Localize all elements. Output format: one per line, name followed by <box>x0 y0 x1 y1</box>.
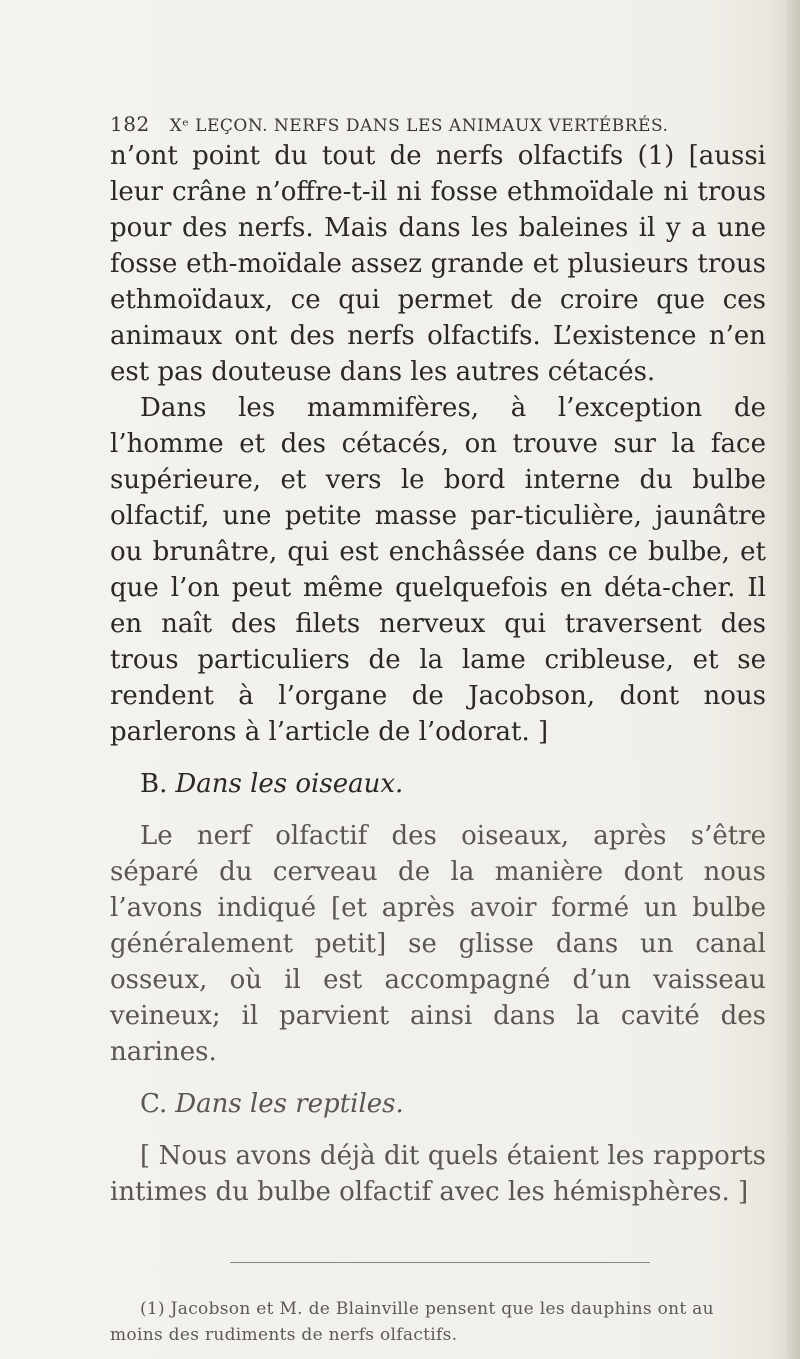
running-header <box>110 112 690 136</box>
footnote-text: (1) Jacobson et M. de Blainville pensent que les dauphins ont au moins des rudiments de nerfs olfactifs. <box>110 1299 714 1345</box>
page-edge-shadow <box>786 0 800 1359</box>
section-letter-b: B. <box>140 769 168 799</box>
paragraph-cetaceans: n’ont point du tout de nerfs olfactifs (1) [aussi leur crâne n’offre-t-il ni fosse ethmoïdale ni trous pour des nerfs. Mais dans les baleines il y a une fosse eth-moïdale assez grande et plusieurs trous ethmoïdaux, ce qui permet de croire que ces animaux ont des nerfs olfactifs. L’existence n’en est pas douteuse dans les autres cétacés. <box>110 141 766 387</box>
section-title-reptiles: Dans les reptiles. <box>175 1089 404 1119</box>
page-number: 182 <box>110 112 150 136</box>
main-text <box>110 138 766 1210</box>
paragraph-birds: Le nerf olfactif des oiseaux, après s’être séparé du cerveau de la manière dont nous l’avons indiqué [et après avoir formé un bulbe généralement petit] se glisse dans un canal osseux, où il est accompagné d’un vaisseau veineux; il parvient ainsi dans la cavité des narines. <box>110 821 766 1067</box>
section-heading-birds <box>110 766 766 802</box>
paragraph-mammals: Dans les mammifères, à l’exception de l’homme et des cétacés, on trouve sur la face supérieure, et vers le bord interne du bulbe olfactif, une petite masse par-ticulière, jaunâtre ou brunâtre, qui est enchâssée dans ce bulbe, et que l’on peut même quelquefois en déta-cher. Il en naît des filets nerveux qui traversent des trous particuliers de la lame cribleuse, et se rendent à l’organe de Jacobson, dont nous parlerons à l’article de l’odorat. ] <box>110 393 766 747</box>
paragraph-reptiles: [ Nous avons déjà dit quels étaient les rapports intimes du bulbe olfactif avec les hémisphères. ] <box>110 1141 766 1207</box>
running-title: Xᵉ LEÇON. NERFS DANS LES ANIMAUX VERTÉBRÉS. <box>169 116 669 136</box>
section-title-birds: Dans les oiseaux. <box>175 769 404 799</box>
footnote <box>110 1296 766 1348</box>
footnote-rule <box>230 1262 650 1263</box>
section-letter-c: C. <box>140 1089 168 1119</box>
section-heading-reptiles <box>110 1086 766 1122</box>
